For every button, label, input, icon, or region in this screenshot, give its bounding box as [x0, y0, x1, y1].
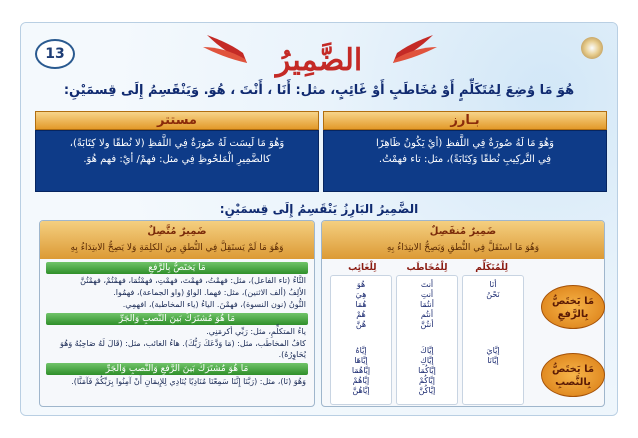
- section-bar-raf: مَا يَختَصُّ بِالرَّفعِ: [46, 262, 308, 274]
- pronoun: إيَّاكِ: [420, 356, 434, 365]
- column-header-ghaib: لِلْغَائِب: [348, 263, 377, 273]
- pronoun: أنتُمَا: [420, 300, 434, 309]
- bubble-raf: مَا يَختَصُّ بِالرَّفعِ: [541, 285, 605, 329]
- pronoun-column-headers: [330, 263, 524, 273]
- column-mukhatab: [396, 275, 458, 405]
- pronoun: إيَّانَا: [487, 356, 499, 365]
- pronoun: إيَّاهُ: [355, 346, 367, 355]
- pronoun: أنَا: [489, 280, 497, 289]
- page-title: الضَّمِيرُ: [275, 43, 363, 78]
- pronoun: إيَّاهُمَا: [351, 366, 371, 375]
- muttasil-panel: [39, 220, 315, 407]
- section-bar-all: مَا هُوَ مُشتَرَكٌ بَينَ الرَّفعِ وَالنَّصبِ وَالجَرِّ: [46, 363, 308, 375]
- pronoun: إيَّاهُمْ: [352, 376, 370, 385]
- muttasil-title: ضَمِيرٌ مُتَّصِلٌ: [147, 226, 207, 237]
- lesson-page: [20, 22, 618, 416]
- muttasil-desc: وَهُوَ مَا لَمْ يَستَقِلَّ فِي النُّطقِ مِنَ الكلِمَةِ وَلا يَصِحُّ الابتِدَاءُ بِهِ: [70, 243, 284, 253]
- section-line: الألِفُ (ألف الاثنين)، مثل: فهما. الواوُ (واو الجماعة)، فهمُوا.: [113, 288, 306, 297]
- bubble-nasb: مَا يَختَصُّ بِالنَّصبِ: [541, 353, 605, 397]
- column-mutakallim: [462, 275, 524, 405]
- bariz-header: بـارز: [323, 111, 607, 130]
- bariz-desc-line-1: وَهُوَ مَا لَهُ صُورَةٌ فِي اللَّفظِ (أيْ يَكُونُ ظَاهِرًا: [376, 138, 554, 149]
- mustatir-description: [35, 130, 319, 192]
- section-line: التَّاءُ (تاء الفاعل)، مثل: فهمْتُ، فهمْتَ، فهمْتِ، فهمْتُمَا، فهمْتُمْ، فهمْتُنَّ: [80, 276, 306, 285]
- pronoun: إيَّاهُنَّ: [352, 386, 370, 395]
- pronoun: هُنَّ: [355, 320, 367, 329]
- mustatir-desc-line-1: وَهُوَ مَا لَيسَت لَهُ صُورَةٌ فِي اللَّفظِ (لا نُطقًا ولا كِتَابَةً)،: [69, 138, 285, 149]
- column-header-mutakallim: لِلْمُتَكَلِّم: [475, 263, 509, 273]
- pronoun: هِيَ: [355, 290, 367, 299]
- page-number: 13: [35, 39, 75, 69]
- munfasil-desc: وَهُوَ مَا استَقَلَّ فِي النُّطقِ وَيَصِحُّ الابتِدَاءُ بِهِ: [386, 243, 540, 253]
- mustatir-desc-line-2: كالضَّمِيرِ الْمَلحُوظِ فِي مثل: فهمْ/ أيْ: فهم هُوَ.: [83, 154, 271, 165]
- pronoun: إيَّاكُمَا: [418, 366, 436, 375]
- section-bar-nasb-jarr: مَا هُوَ مُشتَرَكٌ بَينَ النَّصبِ وَالجَرِّ: [46, 313, 308, 325]
- subheading: الضَّمِيرُ البَارِزُ يَنْقَسِمُ إِلَى قِسمَيْنِ:: [219, 202, 419, 216]
- section-line: وَهُوَ (نَا)، مثل: (رَبَّنَا إِنَّنَا سَمِعْنَا مُنَادِيًا يُنَادِي لِلإِيمَانِ أَنْ آمِنُوا بِرَبِّكُمْ فَآمَنَّا).: [71, 377, 306, 386]
- bariz-desc-line-2: فِي التَّركِيبِ نُطقًا وَكِتَابَةً)، مثل: تاء فهمْتُ.: [378, 154, 552, 165]
- pronoun: إيَّاكُمْ: [418, 376, 436, 385]
- pronoun: أنتُنَّ: [420, 320, 434, 329]
- pronoun-columns: [330, 275, 524, 405]
- pronoun: هُمْ: [356, 310, 366, 319]
- bariz-description: [323, 130, 607, 192]
- definition-line: هُوَ مَا وُضِعَ لِمُتَكَلِّمٍ أَوْ مُخَاطَبٍ أَوْ غَائِبٍ، مثل: أَنَا ، أَنْتَ ، هُوَ. وَيَنْقَسِمُ إِلَى قِسمَيْنِ:: [63, 83, 575, 98]
- pronoun: أنتِ: [420, 290, 434, 299]
- pronoun: إيَّاكَ: [420, 346, 434, 355]
- pronoun: إيَّايَ: [486, 346, 500, 355]
- column-header-mukhatab: لِلْمُخَاطَب: [406, 263, 448, 273]
- pronoun: أنتَ: [420, 280, 434, 289]
- munfasil-title: ضَمِيرٌ مُنفَصِلٌ: [429, 226, 497, 237]
- pronoun: هُمَا: [355, 300, 367, 309]
- mustatir-header: مستتر: [35, 111, 319, 130]
- pronoun: هُوَ: [356, 280, 366, 289]
- section-line: النُّونُ (نون النسوة)، فهمْنَ. الياءُ (ياء المخاطبة)، افهمِي.: [122, 300, 306, 309]
- munfasil-header: [322, 221, 604, 259]
- section-line: كافُ المخاطَب، مثل: (مَا وَدَّعَكَ رَبُّكَ). هاءُ الغائب، مثل: (قَالَ لَهُ صَاحِبُهُ وَهُوَ يُحَاوِرُهُ).: [60, 339, 306, 359]
- pronoun: نَحْنُ: [486, 290, 500, 299]
- muttasil-header: [40, 221, 314, 259]
- column-ghaib: [330, 275, 392, 405]
- pronoun: إيَّاكُنَّ: [418, 386, 436, 395]
- pronoun: إيَّاهَا: [354, 356, 368, 365]
- section-line: ياءُ المتكلِّمِ، مثل: رَبِّي أكرمَنِي.: [206, 327, 306, 336]
- pronoun: أنتُم: [420, 310, 434, 319]
